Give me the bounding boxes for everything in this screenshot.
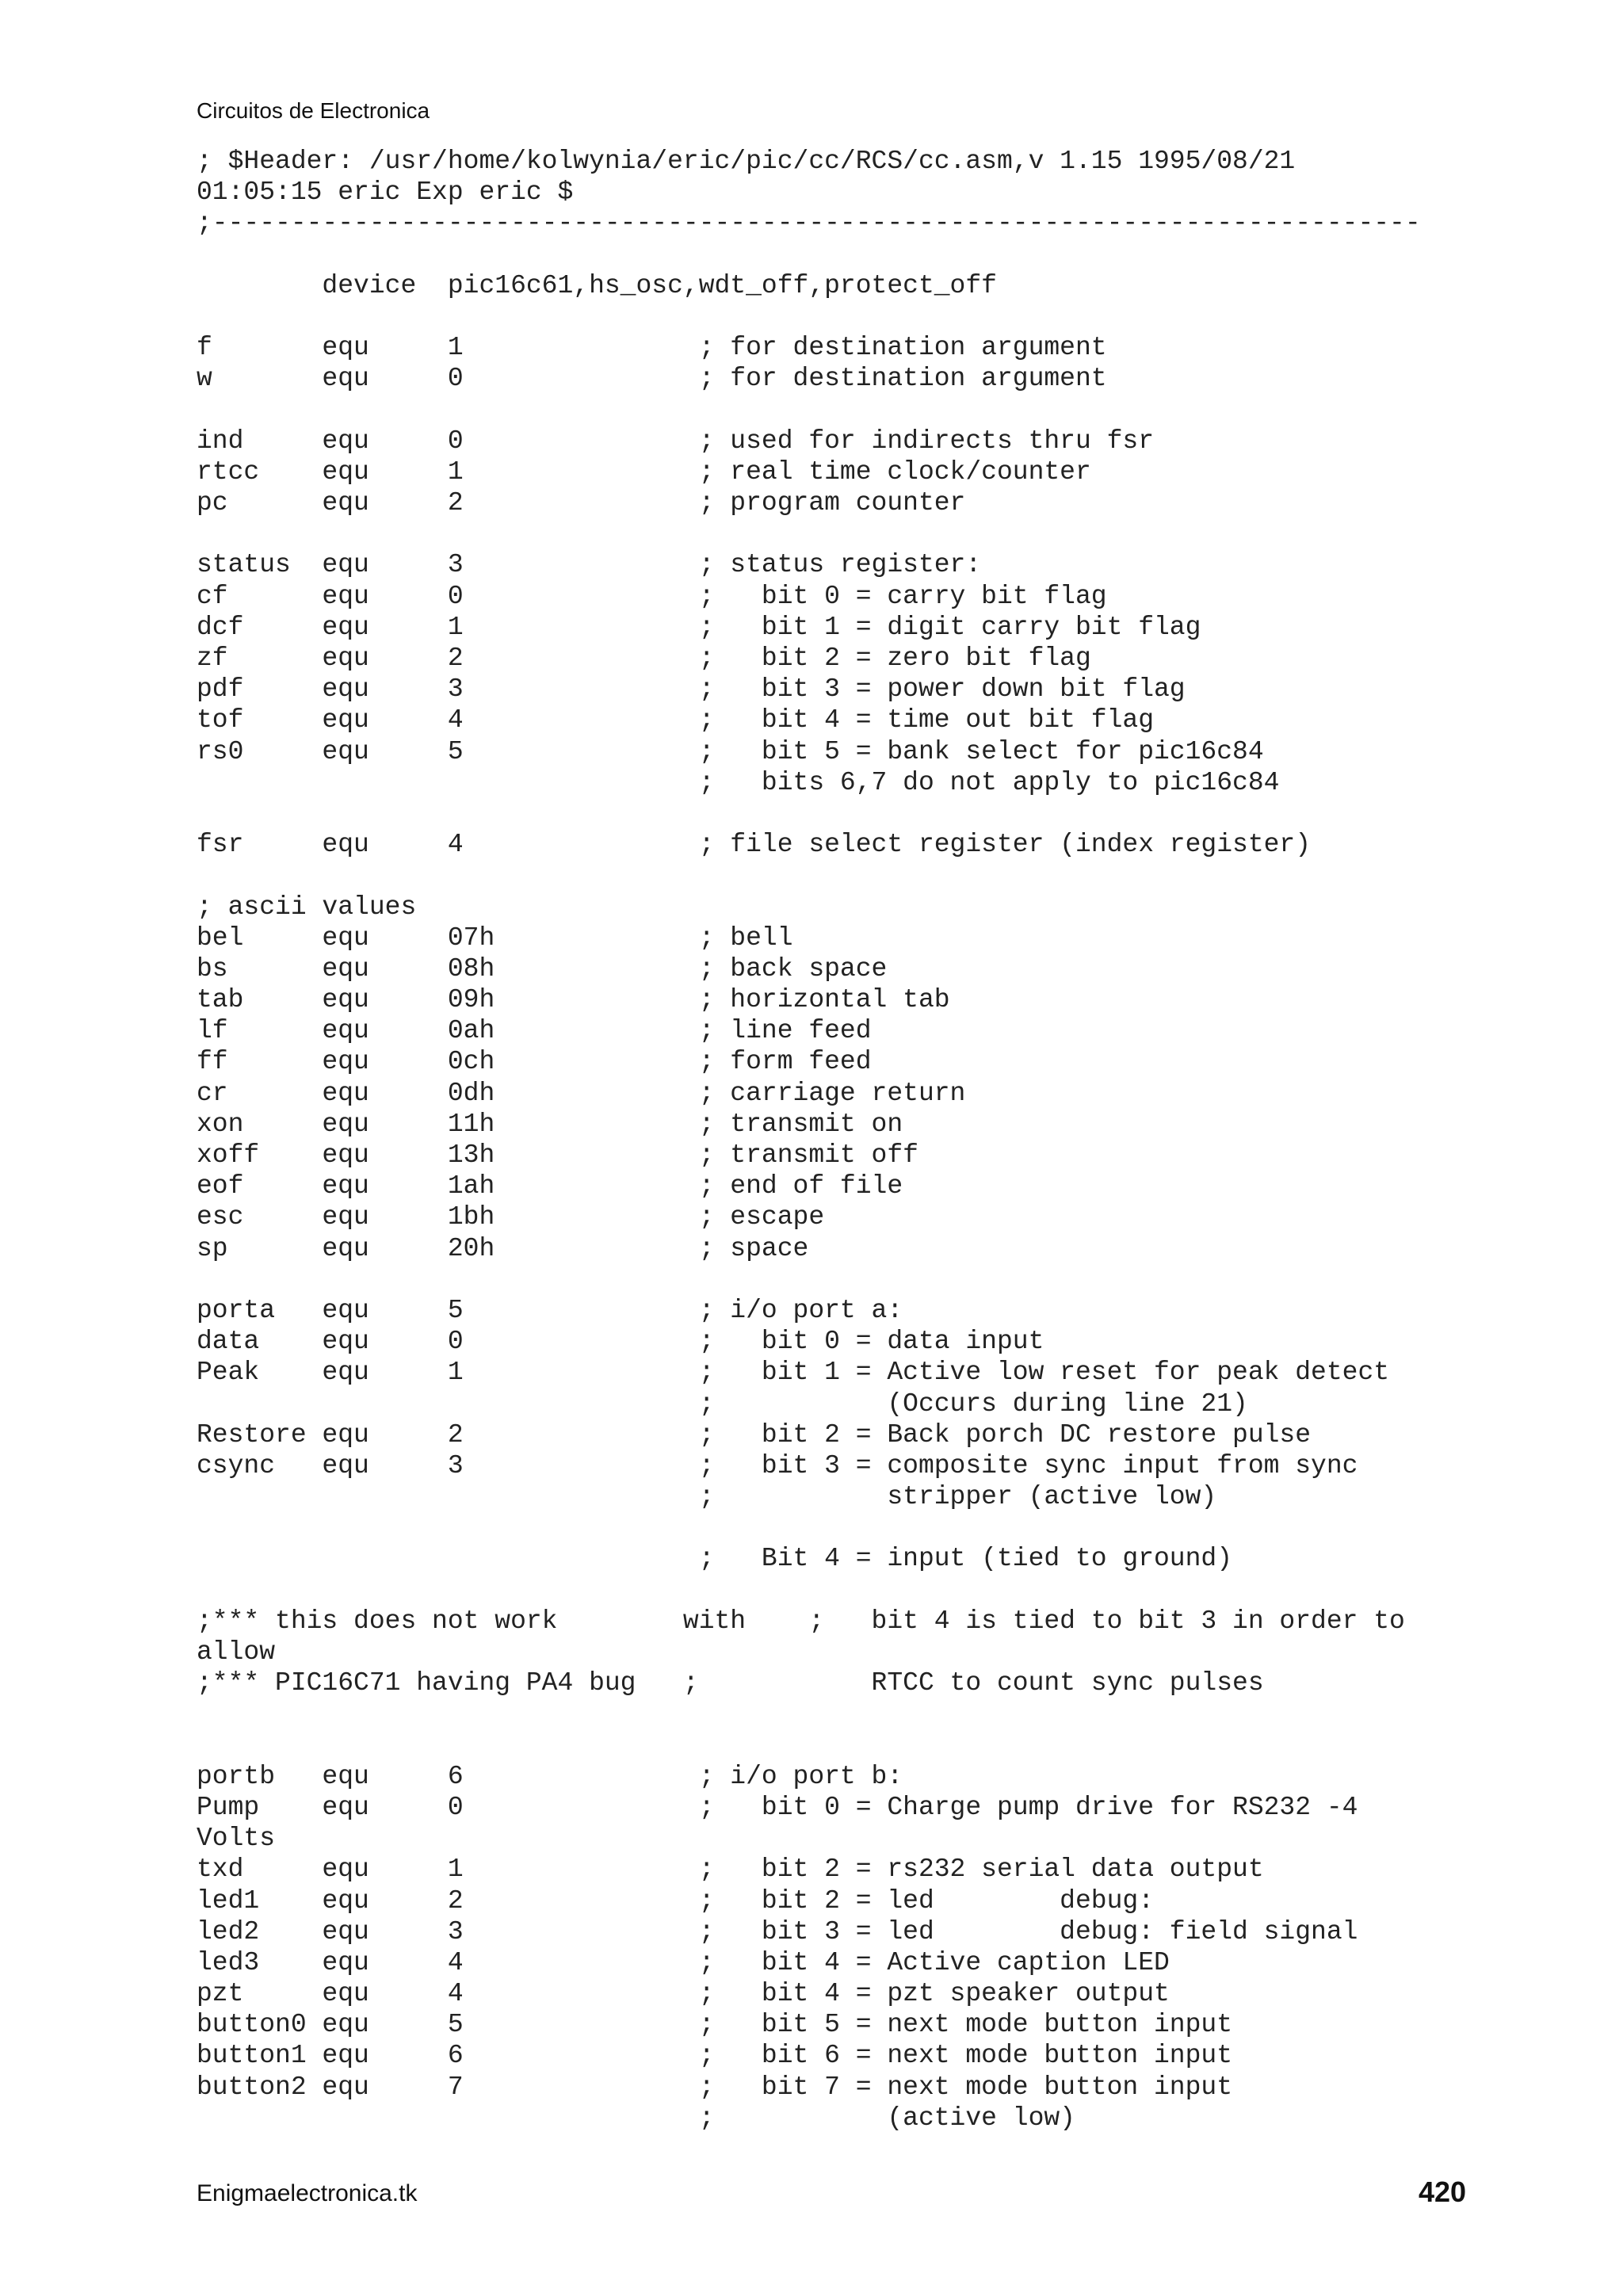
code-line xyxy=(197,860,1421,891)
code-line: ; stripper (active low) xyxy=(197,1482,1217,1512)
code-line: 01:05:15 eric Exp eric $ xyxy=(197,178,574,208)
code-line: Restore equ 2 ; bit 2 = Back porch DC restore pulse xyxy=(197,1419,1312,1450)
code-line: ;----------------------------------------------------------------------------- xyxy=(197,208,1421,239)
code-line xyxy=(197,395,1421,426)
code-line: dcf equ 1 ; bit 1 = digit carry bit flag xyxy=(197,612,1201,642)
code-line: led3 equ 4 ; bit 4 = Active caption LED xyxy=(197,1947,1170,1977)
code-line: button0 equ 5 ; bit 5 = next mode button input xyxy=(197,2010,1233,2040)
code-line: led2 equ 3 ; bit 3 = led debug: field signal xyxy=(197,1916,1358,1946)
code-line: pzt equ 4 ; bit 4 = pzt speaker output xyxy=(197,1979,1170,2009)
code-line xyxy=(197,1512,1421,1543)
footer-site-name: Enigmaelectronica.tk xyxy=(197,2180,418,2206)
code-line: led1 equ 2 ; bit 2 = led debug: xyxy=(197,1885,1154,1916)
code-line xyxy=(197,1730,1421,1761)
code-line: csync equ 3 ; bit 3 = composite sync input from sync xyxy=(197,1450,1358,1480)
code-line: ; ascii values xyxy=(197,892,417,922)
code-line: ; (Occurs during line 21) xyxy=(197,1389,1248,1419)
code-line: button1 equ 6 ; bit 6 = next mode button input xyxy=(197,2041,1233,2071)
code-line xyxy=(197,239,1421,270)
code-line: allow xyxy=(197,1637,276,1667)
code-line: rtcc equ 1 ; real time clock/counter xyxy=(197,457,1091,487)
code-line: esc equ 1bh ; escape xyxy=(197,1202,825,1232)
code-line xyxy=(197,1698,1421,1729)
code-line: lf equ 0ah ; line feed xyxy=(197,1016,872,1046)
code-line: portb equ 6 ; i/o port b: xyxy=(197,1761,903,1791)
code-line xyxy=(197,1575,1421,1606)
code-line: w equ 0 ; for destination argument xyxy=(197,364,1107,394)
code-line: rs0 equ 5 ; bit 5 = bank select for pic16c84 xyxy=(197,736,1264,766)
code-line: ind equ 0 ; used for indirects thru fsr xyxy=(197,426,1154,456)
code-line: porta equ 5 ; i/o port a: xyxy=(197,1295,903,1325)
page-header-title: Circuitos de Electronica xyxy=(197,98,430,123)
code-line: Volts xyxy=(197,1824,276,1854)
code-line: ; bits 6,7 do not apply to pic16c84 xyxy=(197,767,1280,797)
code-line xyxy=(197,798,1421,829)
code-line: zf equ 2 ; bit 2 = zero bit flag xyxy=(197,644,1091,673)
code-line: data equ 0 ; bit 0 = data input xyxy=(197,1327,1044,1357)
code-line xyxy=(197,301,1421,332)
code-line: ;*** PIC16C71 having PA4 bug ; RTCC to count sync pulses xyxy=(197,1668,1264,1698)
code-line: f equ 1 ; for destination argument xyxy=(197,333,1107,363)
code-line: pdf equ 3 ; bit 3 = power down bit flag xyxy=(197,674,1186,705)
code-line: tof equ 4 ; bit 4 = time out bit flag xyxy=(197,705,1154,735)
code-line: sp equ 20h ; space xyxy=(197,1233,809,1263)
assembly-code-listing xyxy=(197,146,1421,2134)
code-line: button2 equ 7 ; bit 7 = next mode button input xyxy=(197,2072,1233,2102)
code-line: txd equ 1 ; bit 2 = rs232 serial data output xyxy=(197,1855,1264,1885)
code-line: tab equ 09h ; horizontal tab xyxy=(197,985,950,1015)
code-line: ; (active low) xyxy=(197,2103,1075,2133)
code-line: ;*** this does not work with ; bit 4 is tied to bit 3 in order to xyxy=(197,1606,1405,1636)
code-line: ; $Header: /usr/home/kolwynia/eric/pic/cc/RCS/cc.asm,v 1.15 1995/08/21 xyxy=(197,147,1296,176)
code-line: status equ 3 ; status register: xyxy=(197,550,982,580)
code-line: Pump equ 0 ; bit 0 = Charge pump drive for RS232 -4 xyxy=(197,1792,1358,1822)
code-line xyxy=(197,1264,1421,1295)
code-line: ; Bit 4 = input (tied to ground) xyxy=(197,1544,1233,1574)
code-line: eof equ 1ah ; end of file xyxy=(197,1171,903,1201)
code-line: xoff equ 13h ; transmit off xyxy=(197,1140,918,1170)
code-line: bs equ 08h ; back space xyxy=(197,953,888,984)
code-line: device pic16c61,hs_osc,wdt_off,protect_off xyxy=(197,270,997,300)
code-line: pc equ 2 ; program counter xyxy=(197,488,966,518)
code-line: Peak equ 1 ; bit 1 = Active low reset for peak detect xyxy=(197,1358,1390,1388)
code-line: xon equ 11h ; transmit on xyxy=(197,1109,903,1139)
page-number: 420 xyxy=(1419,2176,1467,2208)
code-line: ff equ 0ch ; form feed xyxy=(197,1047,872,1077)
code-line xyxy=(197,518,1421,549)
code-line: cf equ 0 ; bit 0 = carry bit flag xyxy=(197,581,1107,611)
code-line: fsr equ 4 ; file select register (index register) xyxy=(197,830,1312,860)
code-line: cr equ 0dh ; carriage return xyxy=(197,1078,966,1108)
code-line: bel equ 07h ; bell xyxy=(197,923,793,953)
